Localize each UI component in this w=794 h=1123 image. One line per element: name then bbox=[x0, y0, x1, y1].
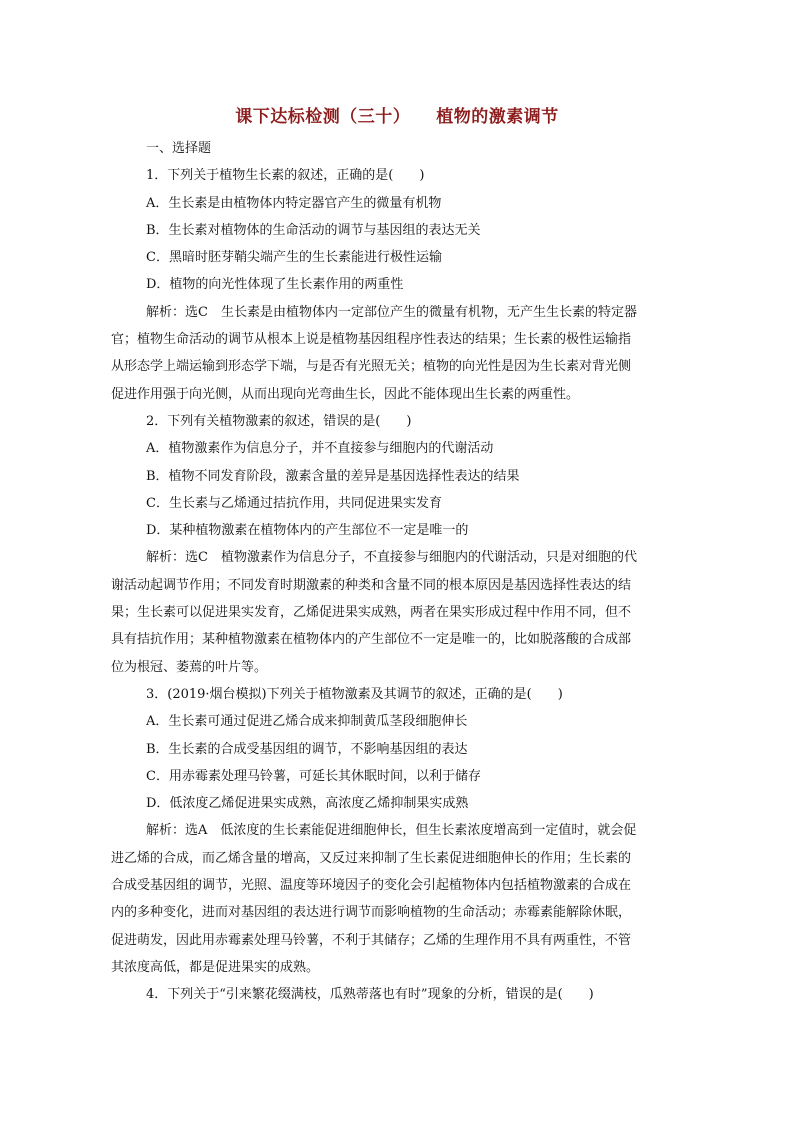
option-b: B．植物不同发育阶段，激素含量的差异是基因选择性表达的结果 bbox=[146, 468, 520, 484]
question-4 bbox=[146, 981, 672, 1008]
option-a: A．生长素可通过促进乙烯合成来抑制黄瓜茎段细胞伸长 bbox=[146, 714, 468, 730]
option-c: C．生长素与乙烯通过拮抗作用，共同促进果实发育 bbox=[146, 495, 442, 511]
document-body bbox=[111, 135, 672, 1009]
analysis-line: 位为根冠、萎蔫的叶片等。 bbox=[111, 659, 268, 675]
analysis-line: 谢活动起调节作用；不同发育时期激素的种类和含量不同的根本原因是基因选择性表达的结 bbox=[111, 577, 632, 593]
option-d: D．植物的向光性体现了生长素作用的两重性 bbox=[146, 277, 404, 293]
analysis-line: 合成受基因组的调节，光照、温度等环境因子的变化会引起植物体内包括植物激素的合成在 bbox=[111, 878, 632, 894]
question-2 bbox=[111, 408, 672, 681]
option-d: D．某种植物激素在植物体内的产生部位不一定是唯一的 bbox=[146, 523, 469, 539]
document-title bbox=[0, 105, 794, 129]
analysis-line: 促进作用强于向光侧，从而出现向光弯曲生长，因此不能体现出生长素的两重性。 bbox=[111, 386, 580, 402]
analysis-line: 解析：选C 生长素是由植物体内一定部位产生的微量有机物，无产生生长素的特定器 bbox=[146, 304, 637, 320]
section-heading: 一、选择题 bbox=[146, 141, 212, 156]
option-c: C．用赤霉素处理马铃薯，可延长其休眠时间，以利于储存 bbox=[146, 768, 481, 784]
analysis-line: 解析：选A 低浓度的生长素能促进细胞伸长，但生长素浓度增高到一定值时，就会促 bbox=[146, 823, 637, 839]
document-title-sub: 植物的激素调节 bbox=[436, 107, 559, 127]
analysis bbox=[111, 817, 672, 981]
analysis bbox=[111, 299, 672, 408]
analysis-line: 其浓度高低，都是促进果实的成熟。 bbox=[111, 959, 320, 975]
analysis-line: 从形态学上端运输到形态学下端，与是否有光照无关；植物的向光性是因为生长素对背光侧 bbox=[111, 359, 632, 375]
analysis-line: 进乙烯的合成，而乙烯含量的增高，又反过来抑制了生长素促进细胞伸长的作用；生长素的 bbox=[111, 850, 632, 866]
analysis-line: 内的多种变化，进而对基因组的表达进行调节而影响植物的生命活动；赤霉素能解除休眠， bbox=[111, 905, 632, 921]
analysis-line: 官；植物生命活动的调节从根本上说是植物基因组程序性表达的结果；生长素的极性运输指 bbox=[111, 332, 632, 348]
question-stem: 3．(2019·烟台模拟)下列关于植物激素及其调节的叙述，正确的是( ) bbox=[146, 686, 563, 702]
analysis-line: 具有拮抗作用；某种植物激素在植物体内的产生部位不一定是唯一的，比如脱落酸的合成部 bbox=[111, 632, 632, 648]
question-stem: 4．下列关于“引来繁花缀满枝，瓜熟蒂落也有时”现象的分析，错误的是( ) bbox=[146, 987, 594, 1003]
option-d: D．低浓度乙烯促进果实成熟，高浓度乙烯抑制果实成熟 bbox=[146, 796, 469, 812]
option-a: A．植物激素作为信息分子，并不直接参与细胞内的代谢活动 bbox=[146, 441, 494, 457]
option-b: B．生长素的合成受基因组的调节，不影响基因组的表达 bbox=[146, 741, 468, 757]
analysis-line: 解析：选C 植物激素作为信息分子，不直接参与细胞内的代谢活动，只是对细胞的代 bbox=[146, 550, 637, 566]
question-1 bbox=[111, 162, 672, 408]
question-3 bbox=[111, 681, 672, 981]
option-b: B．生长素对植物体的生命活动的调节与基因组的表达无关 bbox=[146, 222, 481, 238]
option-c: C．黑暗时胚芽鞘尖端产生的生长素能进行极性运输 bbox=[146, 250, 442, 266]
analysis-line: 果；生长素可以促进果实发育，乙烯促进果实成熟，两者在果实形成过程中作用不同，但不 bbox=[111, 605, 632, 621]
question-stem: 1．下列关于植物生长素的叙述，正确的是( ) bbox=[146, 168, 425, 184]
option-a: A．生长素是由植物体内特定器官产生的微量有机物 bbox=[146, 195, 442, 211]
analysis-line: 促进萌发，因此用赤霉素处理马铃薯，不利于其储存；乙烯的生理作用不具有两重性，不管 bbox=[111, 932, 632, 948]
question-stem: 2．下列有关植物激素的叙述，错误的是( ) bbox=[146, 413, 412, 429]
document-title-main: 课下达标检测（三十） bbox=[235, 107, 411, 127]
analysis bbox=[111, 544, 672, 680]
